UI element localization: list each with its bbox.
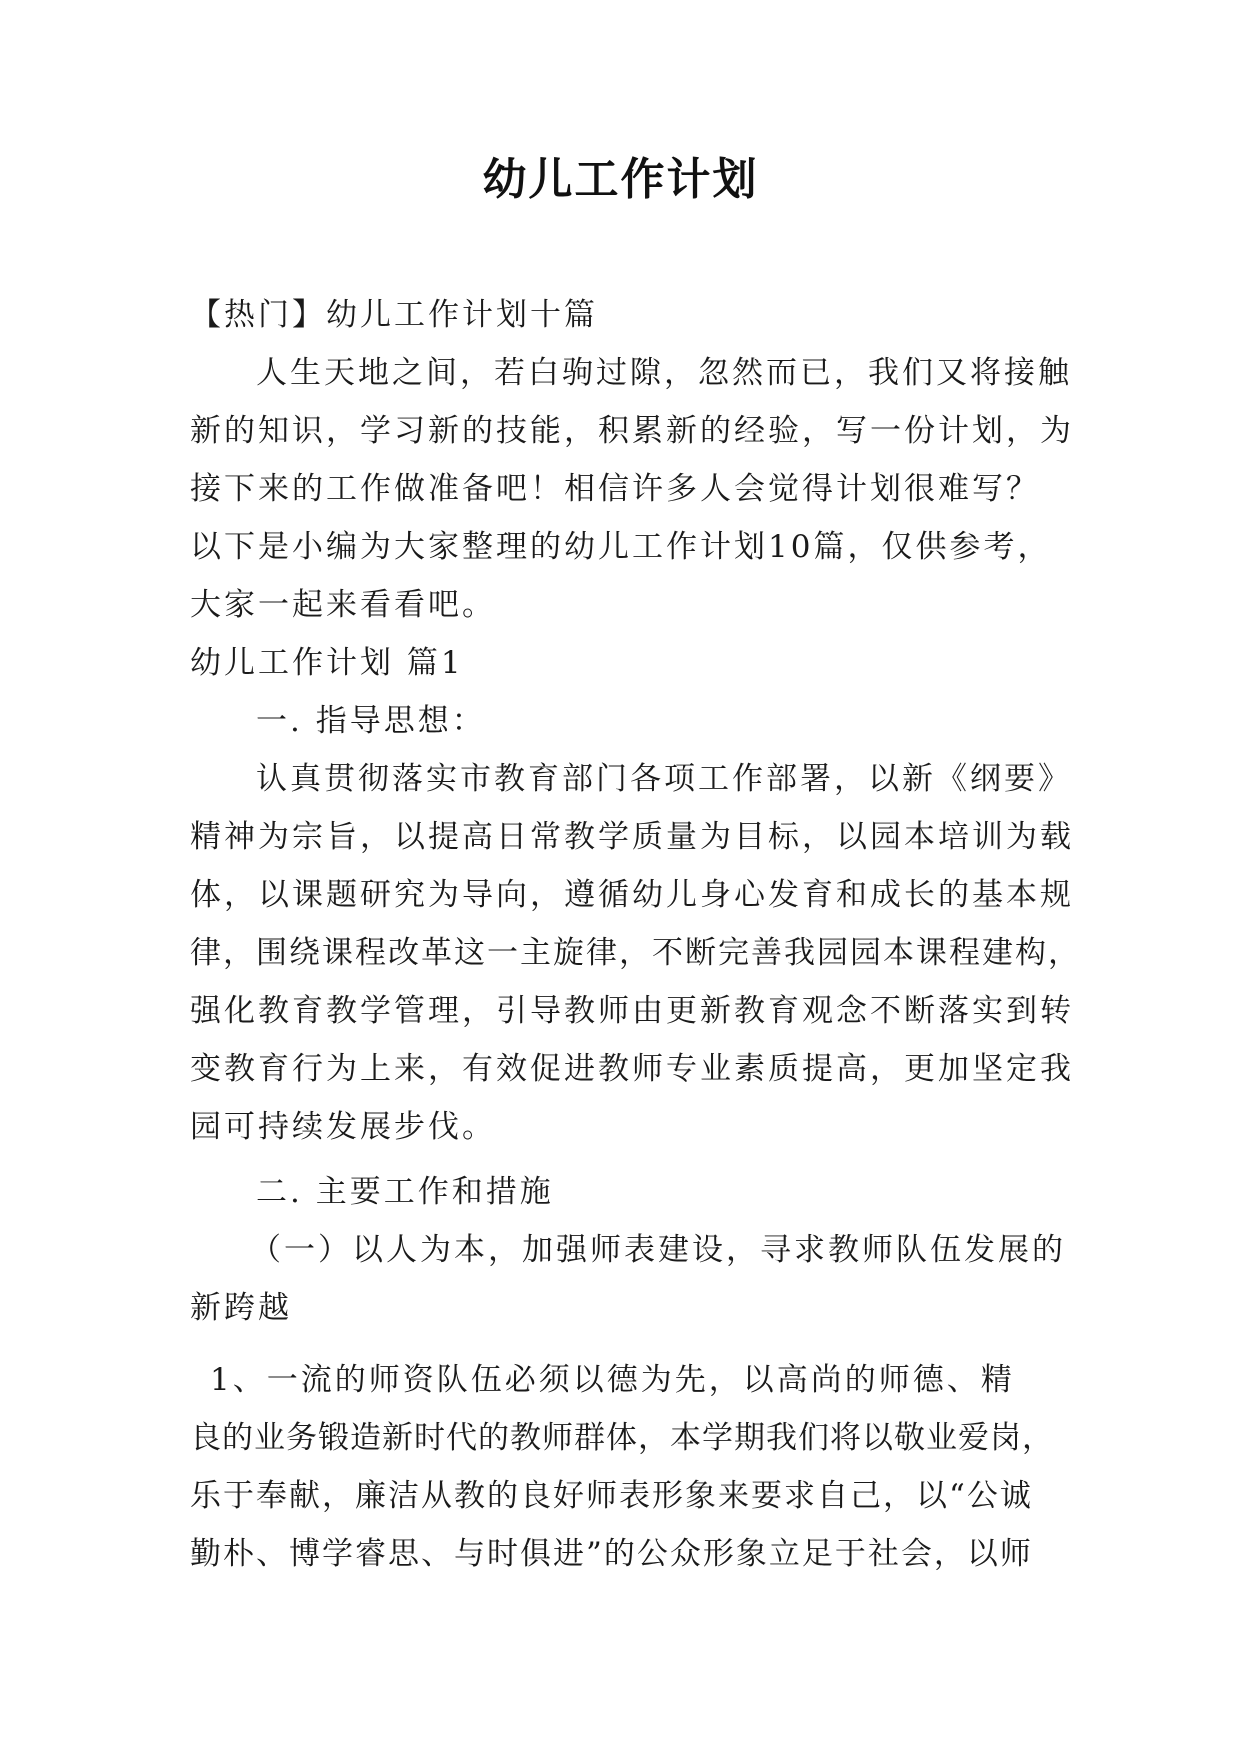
- subsection-heading: 一. 指导思想：: [256, 703, 486, 739]
- paragraph-line: 1、一流的师资队伍必须以德为先，以高尚的师德、精: [210, 1362, 1015, 1398]
- paragraph-line: 大家一起来看看吧。: [190, 587, 496, 623]
- paragraph-line: 精神为宗旨，以提高日常教学质量为目标，以园本培训为载: [190, 819, 1074, 855]
- paragraph-line: 强化教育教学管理，引导教师由更新教育观念不断落实到转: [190, 993, 1074, 1029]
- paragraph-line: 勤朴、博学睿思、与时俱进”的公众形象立足于社会，以师: [190, 1536, 1033, 1572]
- paragraph-line: 新的知识，学习新的技能，积累新的经验，写一份计划，为: [190, 413, 1074, 449]
- paragraph-line: （一）以人为本，加强师表建设，寻求教师队伍发展的: [250, 1232, 1066, 1268]
- paragraph-line: 律，围绕课程改革这一主旋律，不断完善我园园本课程建构，: [190, 935, 1081, 971]
- document-title: 幼儿工作计划: [482, 154, 759, 205]
- paragraph-line: 认真贯彻落实市教育部门各项工作部署，以新《纲要》: [256, 761, 1072, 797]
- paragraph-line: 良的业务锻造新时代的教师群体，本学期我们将以敬业爱岗，: [190, 1420, 1054, 1456]
- paragraph-line: 接下来的工作做准备吧！相信许多人会觉得计划很难写？: [190, 471, 1040, 507]
- paragraph-line: 体，以课题研究为导向，遵循幼儿身心发育和成长的基本规: [190, 877, 1074, 913]
- paragraph-line: 以下是小编为大家整理的幼儿工作计划10篇，仅供参考，: [190, 529, 1052, 565]
- paragraph-line: 乐于奉献，廉洁从教的良好师表形象来要求自己，以“公诚: [190, 1478, 1033, 1514]
- document-body: [190, 286, 1081, 1583]
- subsection-heading: 二. 主要工作和措施: [256, 1174, 554, 1210]
- paragraph-line: 人生天地之间，若白驹过隙，忽然而已，我们又将接触: [256, 355, 1072, 391]
- paragraph-line: 变教育行为上来，有效促进教师专业素质提高，更加坚定我: [190, 1051, 1074, 1087]
- intro-heading: 【热门】幼儿工作计划十篇: [190, 297, 598, 333]
- paragraph-line: 园可持续发展步伐。: [190, 1109, 496, 1145]
- paragraph-line: 新跨越: [190, 1290, 292, 1326]
- section-heading: 幼儿工作计划 篇1: [190, 645, 464, 681]
